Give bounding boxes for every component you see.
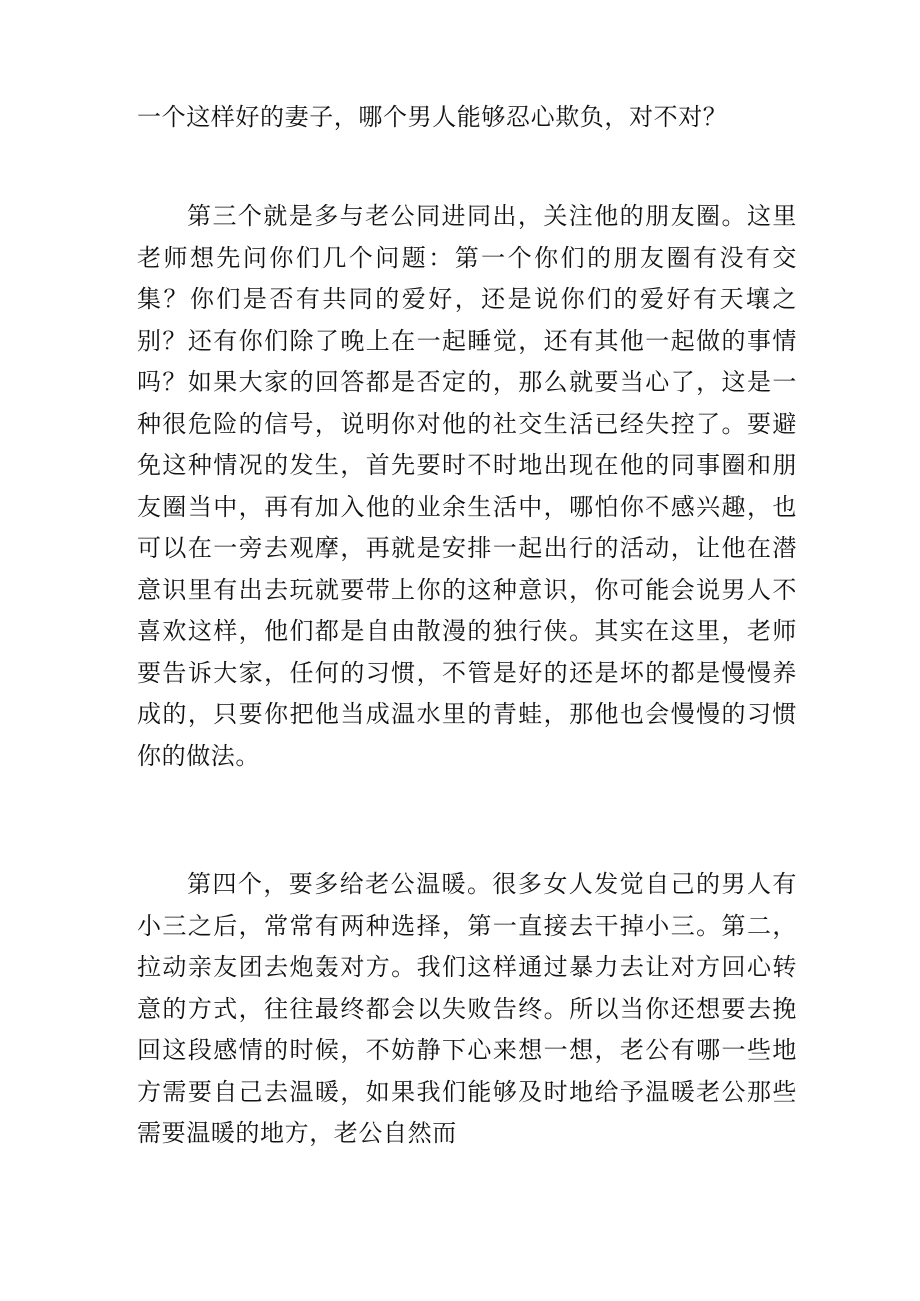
paragraph-third-point: 第三个就是多与老公同进同出，关注他的朋友圈。这里老师想先问你们几个问题：第一个你们的朋友圈有没有交集？你们是否有共同的爱好，还是说你们的爱好有天壤之别？还有你们除了晚上在一起睡觉，还有其他一起做的事情吗？如果大家的回答都是否定的，那么就要当心了，这是一种很危险的信号，说明你对他的社交生活已经失控了。要避免这种情况的发生，首先要时不时地出现在他的同事圈和朋友圈当中，再有加入他的业余生活中，哪怕你不感兴趣，也可以在一旁去观摩，再就是安排一起出行的活动，让他在潜意识里有出去玩就要带上你的这种意识，你可能会说男人不喜欢这样，他们都是自由散漫的独行侠。其实在这里，老师要告诉大家，任何的习惯，不管是好的还是坏的都是慢慢养成的，只要你把他当成温水里的青蛙，那他也会慢慢的习惯你的做法。	[137, 202, 797, 770]
paragraph-fourth-point: 第四个，要多给老公温暖。很多女人发觉自己的男人有小三之后，常常有两种选择，第一直接去干掉小三。第二，拉动亲友团去炮轰对方。我们这样通过暴力去让对方回心转意的方式，往往最终都会以失败告终。所以当你还想要去挽回这段感情的时候，不妨静下心来想一想，老公有哪一些地方需要自己去温暖，如果我们能够及时地给予温暖老公那些需要温暖的地方，老公自然而	[137, 870, 797, 1147]
paragraph-continuation: 一个这样好的妻子，哪个男人能够忍心欺负，对不对？	[137, 103, 728, 131]
